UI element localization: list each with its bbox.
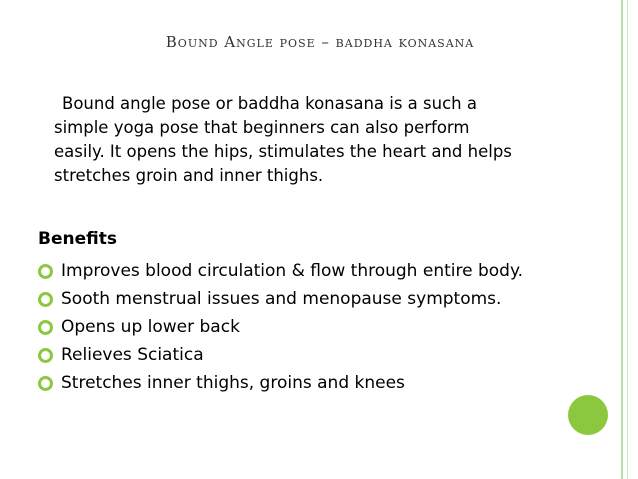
right-border-line-inner	[627, 0, 628, 479]
ring-bullet-icon	[38, 348, 53, 363]
benefit-text: Improves blood circulation & flow through entire body.	[61, 261, 523, 281]
intro-line: simple yoga pose that beginners can also perform	[54, 118, 470, 137]
ring-bullet-icon	[38, 292, 53, 307]
intro-line: stretches groin and inner thighs.	[54, 166, 324, 185]
list-item	[38, 369, 523, 397]
list-item	[38, 257, 523, 285]
ring-bullet-icon	[38, 320, 53, 335]
list-item	[38, 313, 523, 341]
intro-line: easily. It opens the hips, stimulates the heart and helps	[54, 142, 512, 161]
intro-line: Bound angle pose or baddha konasana is a such a	[62, 94, 477, 113]
slide-title: Bound Angle pose – baddha konasana	[165, 33, 475, 51]
benefit-text: Relieves Sciatica	[61, 345, 204, 365]
list-item	[38, 341, 523, 369]
ring-bullet-icon	[38, 376, 53, 391]
benefit-text: Opens up lower back	[61, 317, 240, 337]
right-border-line	[621, 0, 623, 479]
benefit-text: Sooth menstrual issues and menopause symptoms.	[61, 289, 502, 309]
benefits-heading: Benefits	[38, 229, 117, 249]
benefits-list	[38, 257, 523, 397]
benefit-text: Stretches inner thighs, groins and knees	[61, 373, 405, 393]
green-circle-icon	[568, 395, 608, 435]
ring-bullet-icon	[38, 264, 53, 279]
intro-paragraph	[54, 92, 554, 188]
list-item	[38, 285, 523, 313]
